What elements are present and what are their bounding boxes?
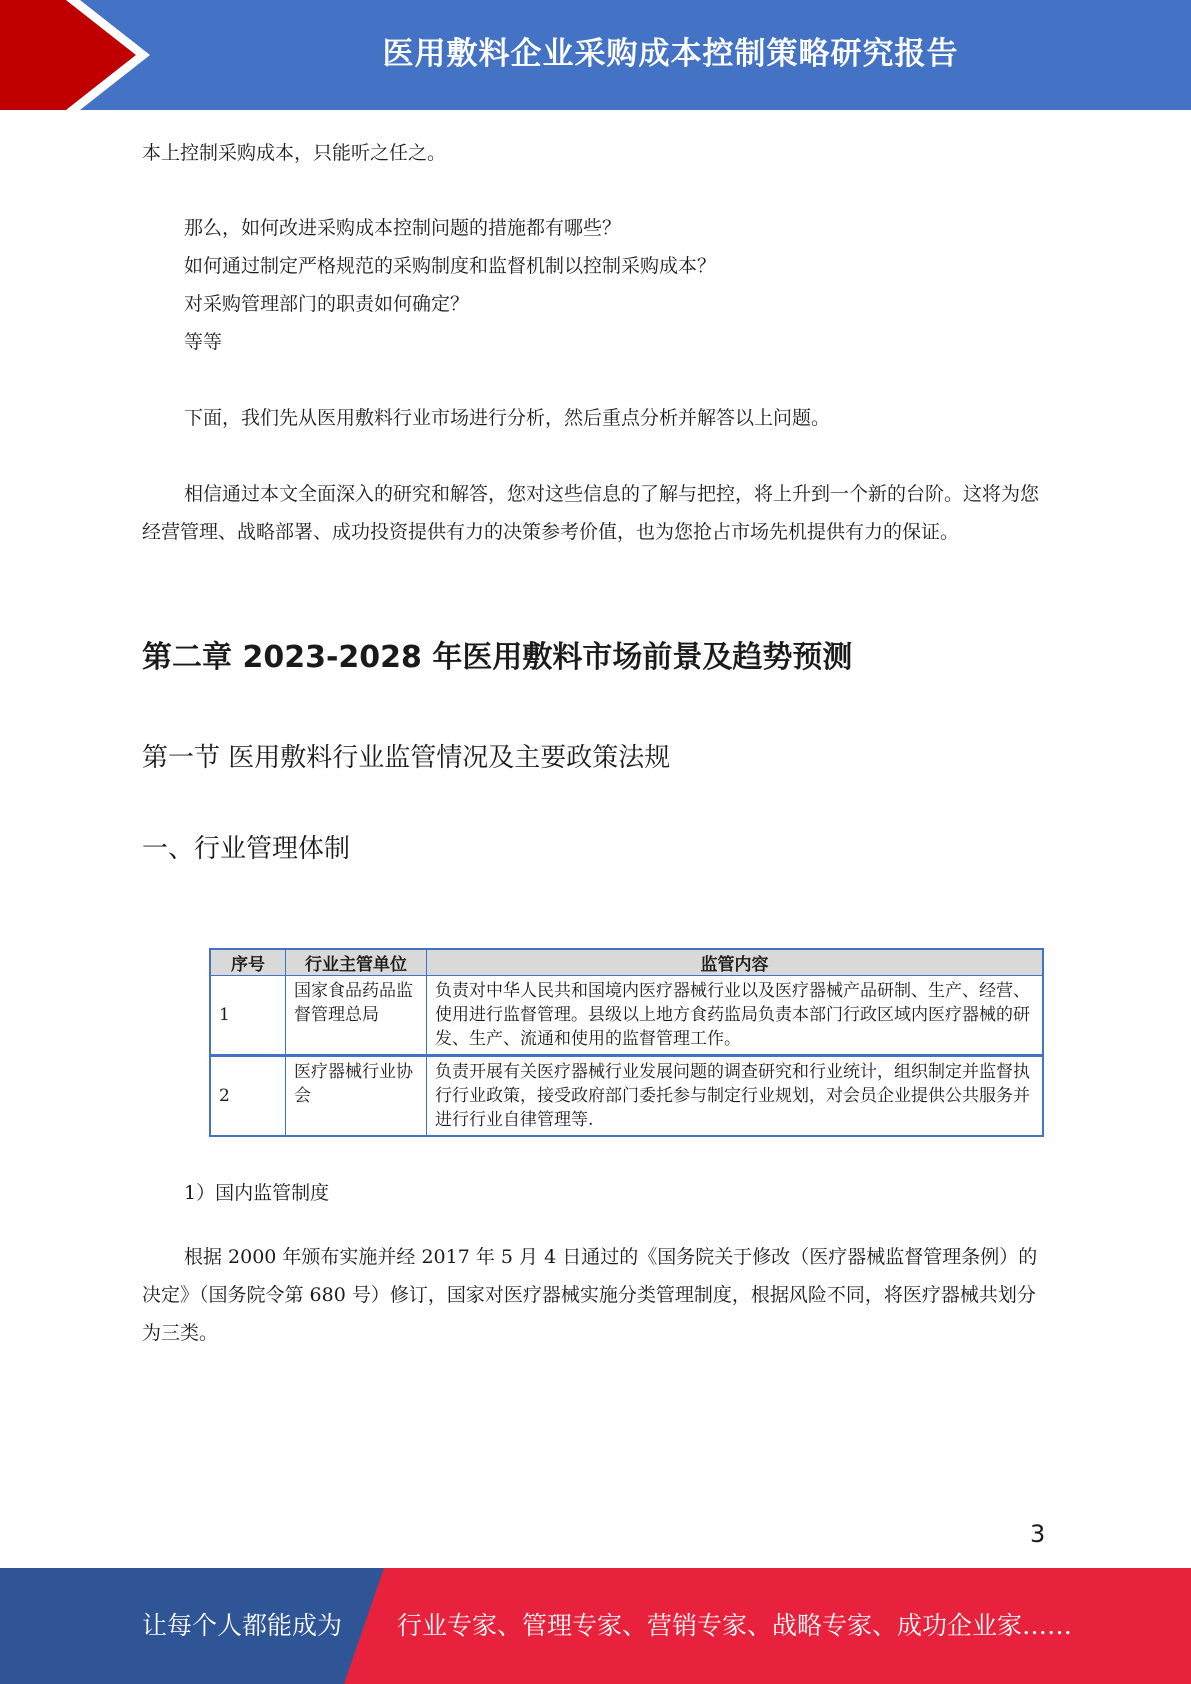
header-no: 序号	[210, 949, 286, 976]
table-row	[210, 976, 1043, 1056]
cell-content: 负责开展有关医疗器械行业发展问题的调查研究和行业统计，组织制定并监督执行行业政策，接受政府部门委托参与制定行业规划，对会员企业提供公共服务并进行行业自律管理等.	[427, 1056, 1044, 1137]
section-heading: 第一节 医用敷料行业监管情况及主要政策法规	[142, 743, 671, 773]
cell-content: 负责对中华人民共和国境内医疗器械行业以及医疗器械产品研制、生产、经营、使用进行监督管理。县级以上地方食药监局负责本部门行政区域内医疗器械的研发、生产、流通和使用的监督管理工作。	[427, 976, 1044, 1056]
paragraph-believe: 相信通过本文全面深入的研究和解答，您对这些信息的了解与把控，将上升到一个新的台阶。这将为您经营管理、战略部署、成功投资提供有力的决策参考价值，也为您抢占市场先机提供有力的保证。	[142, 483, 1040, 543]
table-row	[210, 1056, 1043, 1137]
table-header-row	[210, 949, 1043, 976]
cell-org: 国家食品药品监督管理总局	[286, 976, 427, 1056]
page-header	[0, 0, 1191, 110]
footer-slogan-left: 让每个人都能成为	[142, 1611, 343, 1640]
question-1: 那么，如何改进采购成本控制问题的措施都有哪些？	[184, 217, 622, 239]
header-org: 行业主管单位	[286, 949, 427, 976]
regulation-table	[209, 948, 1044, 1137]
question-2: 如何通过制定严格规范的采购制度和监督机制以控制采购成本？	[184, 255, 717, 277]
question-3: 对采购管理部门的职责如何确定？	[184, 293, 470, 315]
page-footer	[0, 1568, 1191, 1684]
subsection-heading: 一、行业管理体制	[142, 834, 351, 864]
paragraph-regulation: 根据 2000 年颁布实施并经 2017 年 5 月 4 日通过的《国务院关于修改（医疗器械监督管理条例）的决定》（国务院令第 680 号）修订，国家对医疗器械实施分类管理制度，根据风险不同，将医疗器械共划分为三类。	[142, 1246, 1038, 1344]
cell-org: 医疗器械行业协会	[286, 1056, 427, 1137]
paragraph-next: 下面，我们先从医用敷料行业市场进行分析，然后重点分析并解答以上问题。	[184, 407, 831, 429]
report-title: 医用敷料企业采购成本控制策略研究报告	[382, 35, 959, 72]
footer-slogan-right: 行业专家、管理专家、营销专家、战略专家、成功企业家……	[397, 1611, 1073, 1640]
cell-no: 2	[210, 1056, 286, 1137]
header-arrow-decoration	[0, 0, 150, 110]
paragraph-intro: 本上控制采购成本，只能听之任之。	[142, 142, 447, 164]
chapter-heading: 第二章 2023-2028 年医用敷料市场前景及趋势预测	[142, 640, 853, 675]
question-etc: 等等	[184, 331, 223, 353]
page-number: 3	[1030, 1520, 1046, 1548]
header-content: 监管内容	[427, 949, 1044, 976]
list-item-domestic-regulation: 1）国内监管制度	[184, 1182, 330, 1204]
cell-no: 1	[210, 976, 286, 1056]
